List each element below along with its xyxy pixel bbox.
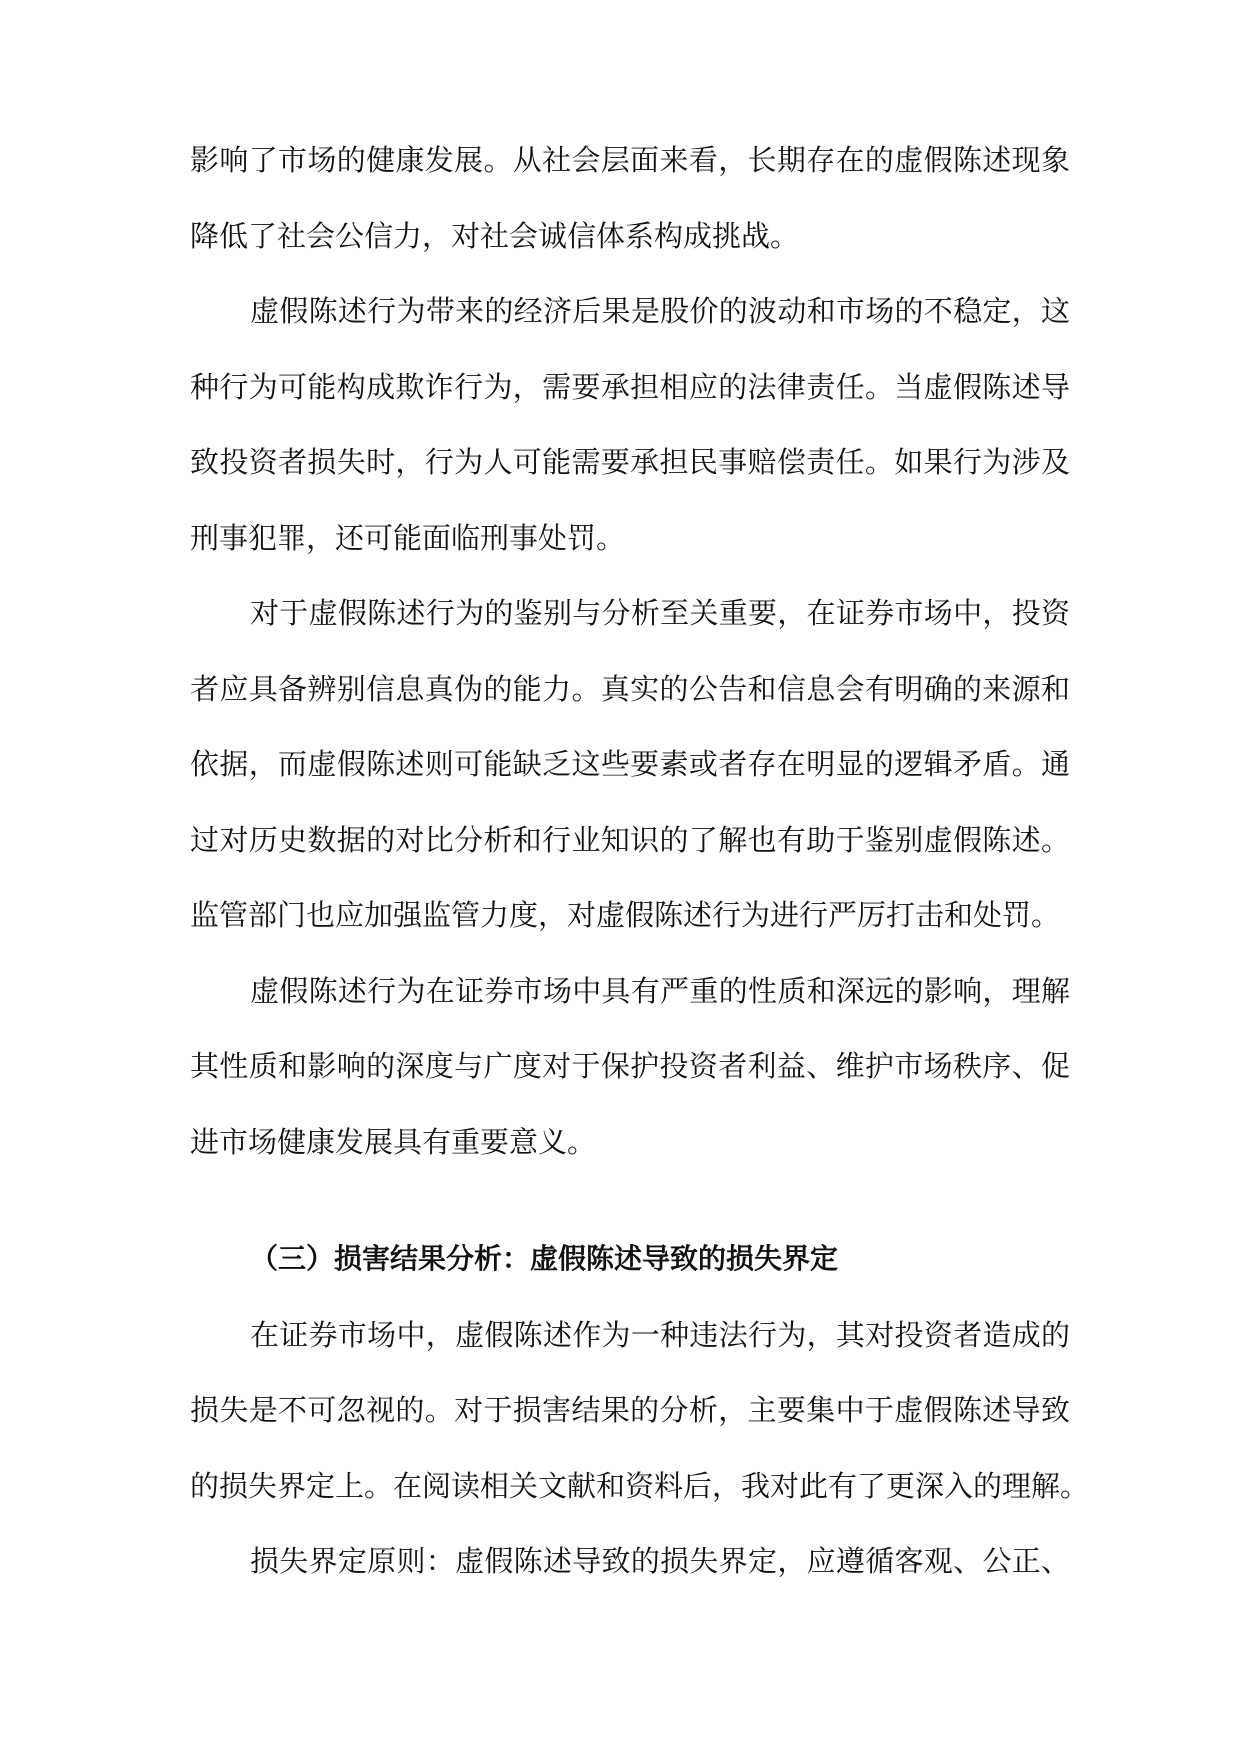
text-line: 其性质和影响的深度与广度对于保护投资者利益、维护市场秩序、促: [190, 1049, 1070, 1083]
text-line: 虚假陈述行为在证券市场中具有严重的性质和深远的影响，理解: [250, 973, 1070, 1008]
section-heading: （三）损害结果分析：虚假陈述导致的损失界定: [250, 1242, 839, 1275]
paragraph: [190, 1541, 1070, 1617]
paragraph: [190, 140, 1070, 291]
document-body: [190, 140, 1090, 1617]
text-line: 对于虚假陈述行为的鉴别与分析至关重要，在证券市场中，投资: [250, 596, 1070, 630]
text-line: 损失是不可忽视的。对于损害结果的分析，主要集中于虚假陈述导致: [190, 1393, 1070, 1427]
paragraph: [190, 1315, 1090, 1542]
paragraph: [190, 291, 1070, 593]
text-line: 依据，而虚假陈述则可能缺乏这些要素或者存在明显的逻辑矛盾。通: [190, 747, 1070, 781]
text-line: 致投资者损失时，行为人可能需要承担民事赔偿责任。如果行为涉及: [190, 445, 1070, 479]
text-line: 种行为可能构成欺诈行为，需要承担相应的法律责任。当虚假陈述导: [190, 369, 1070, 404]
text-line: 过对历史数据的对比分析和行业知识的了解也有助于鉴别虚假陈述。: [190, 822, 1070, 857]
text-line: 的损失界定上。在阅读相关文献和资料后，我对此有了更深入的理解。: [190, 1468, 1090, 1503]
text-line: 进市场健康发展具有重要意义。: [190, 1124, 597, 1159]
text-line: 监管部门也应加强监管力度，对虚假陈述行为进行严厉打击和处罚。: [190, 898, 1061, 932]
text-line: 损失界定原则：虚假陈述导致的损失界定，应遵循客观、公正、: [250, 1544, 1070, 1578]
text-line: 虚假陈述行为带来的经济后果是股价的波动和市场的不稳定，这: [250, 294, 1070, 328]
text-line: 者应具备辨别信息真伪的能力。真实的公告和信息会有明确的来源和: [190, 671, 1070, 706]
paragraph: [190, 971, 1070, 1198]
text-line: 降低了社会公信力，对社会诚信体系构成挑战。: [190, 218, 800, 253]
text-line: 影响了市场的健康发展。从社会层面来看，长期存在的虚假陈述现象: [190, 143, 1070, 177]
section-spacer: [190, 1197, 1070, 1239]
paragraph: [190, 593, 1070, 971]
text-line: 在证券市场中，虚假陈述作为一种违法行为，其对投资者造成的: [250, 1317, 1070, 1352]
text-line: 刑事犯罪，还可能面临刑事处罚。: [190, 520, 626, 555]
